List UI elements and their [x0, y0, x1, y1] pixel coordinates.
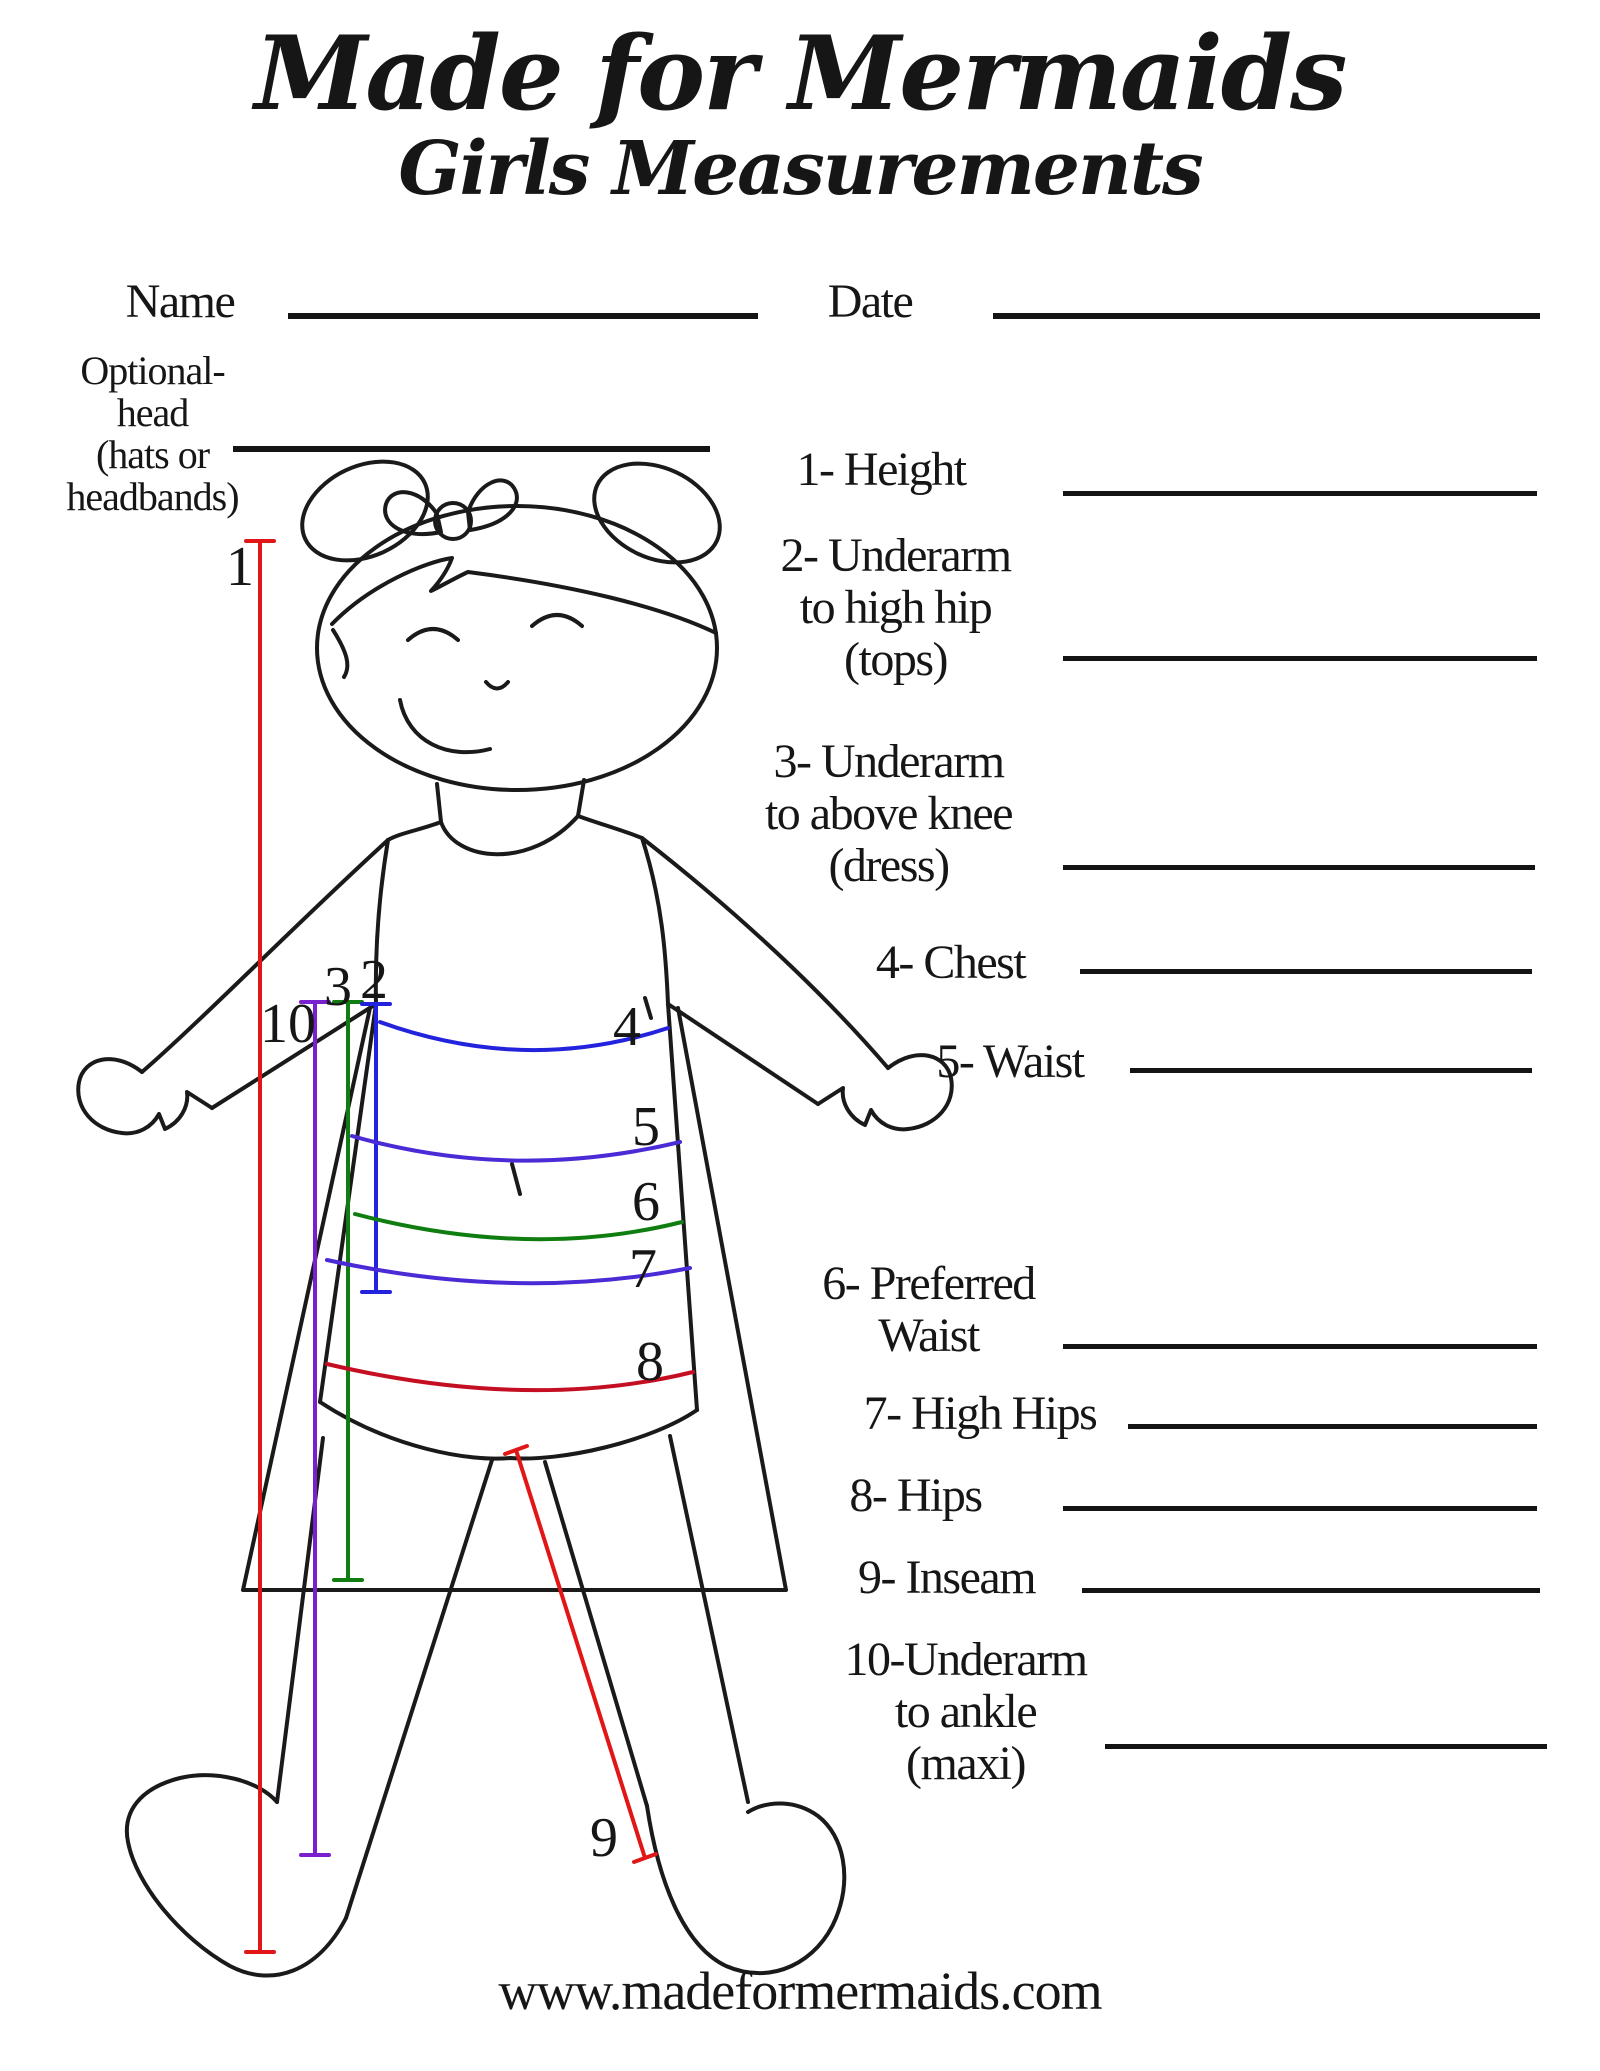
label-line: 8- Hips	[849, 1469, 982, 1522]
doll-right-foot	[647, 1803, 844, 1973]
label-line: to above knee	[764, 787, 1013, 840]
doll-neckline	[441, 816, 578, 854]
label-line: 5- Waist	[936, 1035, 1084, 1088]
underarm-high-hip-input-line[interactable]	[1063, 656, 1537, 661]
label-line: 4- Chest	[875, 936, 1026, 989]
measurement-label-height	[716, 444, 1046, 496]
doll-right-leg	[545, 1436, 748, 1806]
doll-smile	[400, 700, 490, 752]
label-line: (dress)	[828, 839, 949, 892]
marker-height: 1	[226, 536, 254, 598]
doll-hair	[332, 558, 716, 633]
hips-input-line[interactable]	[1063, 1506, 1537, 1511]
label-line: 9- Inseam	[857, 1551, 1036, 1604]
optional-note-line: headbands)	[66, 474, 239, 519]
measurement-label-underarm-ankle	[783, 1634, 1148, 1790]
marker-underarm-hip: 2	[360, 949, 388, 1011]
hips-measure-curve	[327, 1364, 693, 1390]
waist-measure-curve	[352, 1136, 680, 1161]
doll-bow-knot	[435, 503, 471, 539]
doll-hair-strand	[333, 630, 347, 677]
label-line: 6- Preferred	[822, 1257, 1035, 1310]
measurement-label-preferred-waist	[766, 1258, 1091, 1362]
doll-maxi-outline	[243, 1008, 786, 1590]
date-input-line[interactable]	[993, 313, 1540, 319]
marker-chest: 4	[613, 996, 641, 1058]
doll-left-torso-edge	[376, 840, 388, 1004]
chest-input-line[interactable]	[1080, 969, 1532, 974]
label-line: to ankle	[894, 1685, 1037, 1738]
doll-neck	[437, 780, 584, 822]
measurement-label-waist	[845, 1036, 1175, 1088]
optional-head-note	[35, 350, 270, 518]
label-line: (maxi)	[906, 1737, 1025, 1790]
doll-left-hand	[78, 1059, 212, 1133]
doll-right-torso-edge	[642, 838, 668, 1004]
marker-hips: 8	[636, 1331, 664, 1393]
underarm-ankle-measure-line	[301, 1002, 329, 1855]
doll-dress-hem	[320, 1402, 697, 1459]
doll-head	[317, 506, 717, 790]
optional-note-line: Optional-	[80, 348, 225, 393]
chest-measure-curve	[380, 1022, 668, 1050]
measurement-label-inseam	[784, 1552, 1109, 1604]
high-hips-input-line[interactable]	[1128, 1424, 1537, 1429]
marker-underarm-knee: 3	[324, 956, 352, 1018]
doll-right-inner-arm	[668, 1004, 818, 1104]
doll-nose	[486, 682, 508, 689]
doll-bow-left-loop	[385, 492, 441, 534]
optional-note-line: (hats or	[95, 432, 210, 477]
underarm-hip-measure-line	[362, 1004, 390, 1292]
label-line: to high hip	[799, 581, 992, 634]
doll-underarm-mark	[645, 998, 651, 1018]
doll-dress-right-edge	[668, 1004, 697, 1410]
high-hips-measure-curve	[327, 1260, 690, 1283]
measurement-label-underarm-knee	[716, 736, 1061, 892]
doll-left-eye	[408, 629, 458, 640]
preferred-waist-measure-curve	[355, 1214, 682, 1239]
optional-note-line: head	[116, 390, 189, 435]
marker-preferred-waist: 6	[632, 1171, 660, 1233]
name-label: Name	[125, 275, 235, 328]
underarm-ankle-input-line[interactable]	[1105, 1744, 1547, 1749]
marker-inseam: 9	[590, 1807, 618, 1869]
measurement-label-hips	[753, 1470, 1078, 1522]
doll-bow-right-loop	[468, 480, 517, 530]
doll-left-leg	[277, 1438, 492, 1918]
doll-right-shoulder	[578, 816, 642, 838]
doll-right-eye	[532, 615, 582, 626]
doll-right-bun	[578, 444, 736, 581]
inseam-input-line[interactable]	[1082, 1588, 1540, 1593]
preferred-waist-input-line[interactable]	[1063, 1344, 1537, 1349]
marker-underarm-ankle: 10	[260, 993, 316, 1055]
doll-left-bun	[286, 442, 444, 579]
measurement-label-high-hips	[795, 1388, 1165, 1440]
doll-left-shoulder	[388, 822, 441, 840]
marker-waist: 5	[632, 1096, 660, 1158]
date-label: Date	[827, 275, 913, 328]
name-input-line[interactable]	[288, 313, 758, 319]
waist-input-line[interactable]	[1130, 1068, 1532, 1073]
height-input-line[interactable]	[1063, 491, 1537, 496]
page-subtitle: Girls Measurements	[398, 126, 1202, 212]
optional-head-input-line[interactable]	[233, 446, 710, 452]
label-line: Waist	[878, 1309, 979, 1362]
label-line: 3- Underarm	[773, 735, 1004, 788]
underarm-knee-measure-line	[334, 1002, 362, 1580]
label-line: (tops)	[844, 633, 947, 686]
page-title: Made for Mermaids	[254, 14, 1346, 134]
label-line: 7- High Hips	[863, 1387, 1097, 1440]
marker-high-hips: 7	[629, 1238, 657, 1300]
underarm-knee-input-line[interactable]	[1063, 865, 1535, 870]
doll-left-arm	[142, 840, 388, 1072]
height-measure-line	[246, 541, 274, 1952]
measurement-label-chest	[788, 937, 1113, 989]
doll-left-foot	[127, 1775, 346, 1975]
label-line: 2- Underarm	[780, 529, 1011, 582]
footer-url: www.madeformermaids.com	[498, 1961, 1102, 2021]
doll-dress-left-edge	[320, 1004, 376, 1402]
inseam-measure-line	[505, 1446, 656, 1862]
measurement-label-underarm-high-hip	[733, 530, 1058, 686]
label-line: 10-Underarm	[844, 1633, 1087, 1686]
doll-dress-mark	[512, 1164, 520, 1194]
doll-left-inner-arm	[212, 1004, 376, 1108]
label-line: 1- Height	[796, 443, 966, 496]
